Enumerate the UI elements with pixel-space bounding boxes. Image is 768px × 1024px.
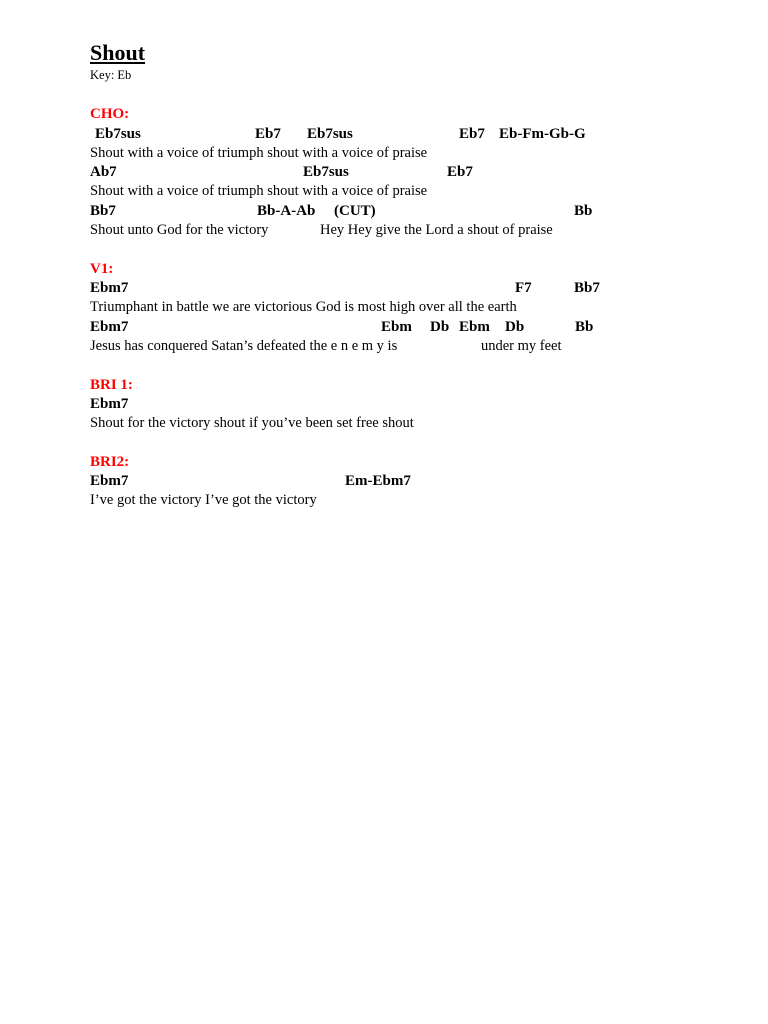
chord-line bbox=[90, 165, 730, 183]
section-label-verse-1: V1: bbox=[90, 261, 114, 277]
lyric: Shout with a voice of triumph shout with a voice of praise bbox=[90, 145, 428, 161]
lyric: Shout unto God for the victory bbox=[90, 222, 269, 238]
lyric: I’ve got the victory I’ve got the victory bbox=[90, 492, 317, 508]
chord: Em-Ebm7 bbox=[345, 473, 411, 489]
chord: Bb7 bbox=[90, 203, 116, 219]
lyric-line bbox=[90, 339, 730, 357]
lyric-line bbox=[90, 416, 730, 434]
section-label-bridge-1: BRI 1: bbox=[90, 377, 133, 393]
chord: Ebm bbox=[381, 319, 412, 335]
chord: Bb7 bbox=[574, 280, 600, 296]
chord: Db bbox=[505, 319, 525, 335]
chord-line bbox=[90, 127, 730, 145]
chord: Bb bbox=[574, 203, 593, 219]
chord-line bbox=[90, 397, 730, 415]
lyric: Triumphant in battle we are victorious God is most high over all the earth bbox=[90, 299, 517, 315]
chord: Eb-Fm-Gb-G bbox=[499, 126, 586, 142]
lyric-line bbox=[90, 493, 730, 511]
chord: Eb7 bbox=[459, 126, 485, 142]
song-key: Key: Eb bbox=[90, 68, 132, 82]
chord: Eb7 bbox=[447, 164, 473, 180]
section-label-bridge-2: BRI2: bbox=[90, 454, 130, 470]
chord-line bbox=[90, 281, 730, 299]
lyric-line bbox=[90, 223, 730, 241]
lyric: Hey Hey give the Lord a shout of praise bbox=[320, 222, 553, 238]
chord: Ab7 bbox=[90, 164, 117, 180]
section-label-chorus: CHO: bbox=[90, 106, 130, 122]
chord: Eb7sus bbox=[95, 126, 141, 142]
chord: Db bbox=[430, 319, 450, 335]
chord: Ebm7 bbox=[90, 280, 129, 296]
chord: Ebm7 bbox=[90, 319, 129, 335]
chord-line bbox=[90, 204, 730, 222]
chord: Bb-A-Ab bbox=[257, 203, 316, 219]
chord: Eb7sus bbox=[307, 126, 353, 142]
lyric: under my feet bbox=[481, 338, 562, 354]
chord: Bb bbox=[575, 319, 594, 335]
chord-line bbox=[90, 320, 730, 338]
chord: Ebm7 bbox=[90, 473, 129, 489]
chord: Eb7 bbox=[255, 126, 281, 142]
chord: F7 bbox=[515, 280, 532, 296]
lyric-line bbox=[90, 300, 730, 318]
lyric-line bbox=[90, 146, 730, 164]
chord: Ebm bbox=[459, 319, 490, 335]
lyric-line bbox=[90, 184, 730, 202]
chord-line bbox=[90, 474, 730, 492]
song-title: Shout bbox=[90, 40, 146, 65]
lyric: Shout with a voice of triumph shout with a voice of praise bbox=[90, 183, 428, 199]
lyric: Shout for the victory shout if you’ve been set free shout bbox=[90, 415, 414, 431]
chord: (CUT) bbox=[334, 203, 376, 219]
chord: Ebm7 bbox=[90, 396, 129, 412]
lyric: Jesus has conquered Satan’s defeated the e n e m y is bbox=[90, 338, 398, 354]
chord: Eb7sus bbox=[303, 164, 349, 180]
